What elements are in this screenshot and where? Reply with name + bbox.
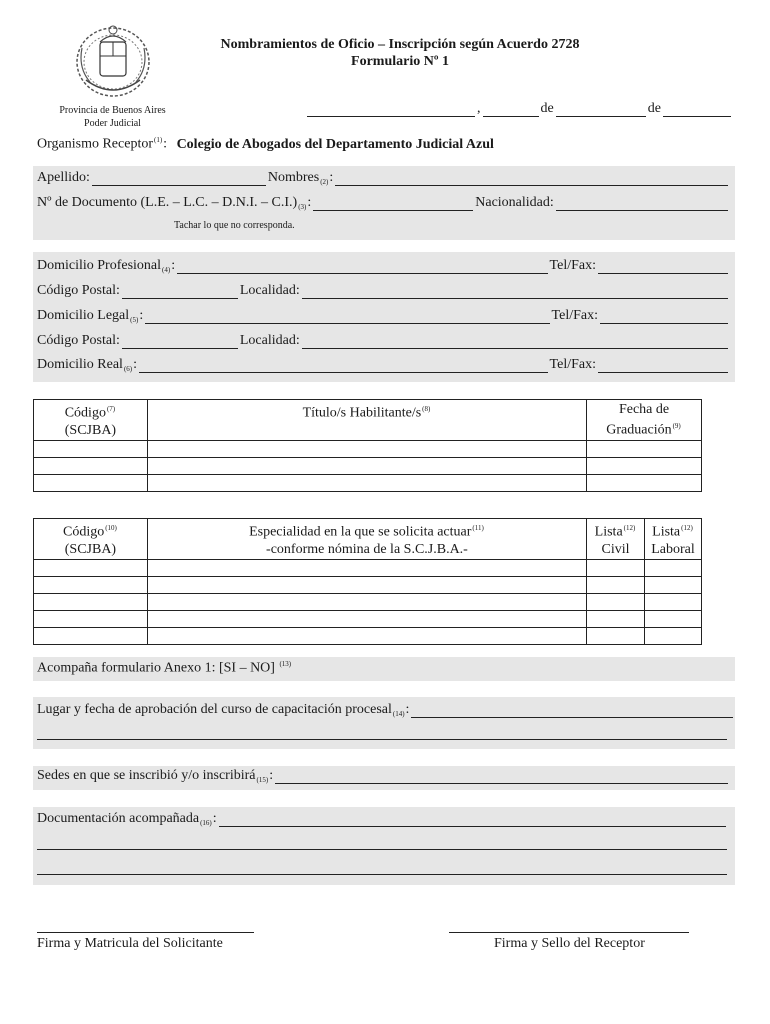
date-day-field[interactable] — [483, 104, 539, 117]
domicilio-real-row: Domicilio Real $_{(6)}$ : Tel/Fax: — [37, 357, 730, 373]
date-month-field[interactable] — [556, 104, 646, 117]
localidad-field-2[interactable] — [302, 336, 728, 349]
apellido-field[interactable] — [92, 173, 266, 186]
telfax-real-field[interactable] — [598, 360, 728, 373]
tachar-note: Tachar lo que no corresponda. — [174, 220, 295, 231]
table-row — [34, 627, 702, 644]
firma-receptor-label: Firma y Sello del Receptor — [494, 936, 645, 951]
province-label: Provincia de Buenos Aires — [59, 105, 166, 116]
firma-receptor-line[interactable] — [449, 932, 689, 933]
receptor-row: Organismo Receptor$^{(1)}$: Colegio de Abogados del Departamento Judicial Azul — [37, 136, 494, 152]
codigo-header-2: Código$^{(10)}$ (SCJBA) — [34, 519, 148, 560]
apellido-row: Apellido: Nombres $_{(2)}$ : — [37, 170, 730, 186]
domicilio-legal-row: Domicilio Legal $_{(5)}$ : Tel/Fax: — [37, 308, 730, 324]
localidad-field-1[interactable] — [302, 286, 728, 299]
graduacion-header: Fecha de Graduación$^{(9)}$ — [587, 400, 702, 441]
curso-row: Lugar y fecha de aprobación del curso de capacitación procesal $_{(14)}$ : — [37, 702, 735, 718]
telfax-profesional-field[interactable] — [598, 261, 728, 274]
lista-laboral-header: Lista$^{(12)}$ Laboral — [645, 519, 702, 560]
sedes-field[interactable] — [275, 771, 728, 784]
firma-solicitante-line[interactable] — [37, 932, 254, 933]
documentacion-field-line-2[interactable] — [37, 849, 727, 850]
provincial-seal-icon — [70, 18, 156, 100]
curso-field[interactable] — [411, 705, 733, 718]
firma-solicitante-label: Firma y Matricula del Solicitante — [37, 936, 223, 951]
cp-field-1[interactable] — [122, 286, 238, 299]
telfax-legal-field[interactable] — [600, 311, 728, 324]
table-row — [34, 576, 702, 593]
domicilio-profesional-field[interactable] — [177, 261, 547, 274]
documentacion-row: Documentación acompañada $_{(16)}$ : — [37, 811, 728, 827]
sedes-row: Sedes en que se inscribió y/o inscribirá $_{(15)}$ : — [37, 768, 730, 784]
table-row — [34, 474, 702, 491]
cp-row-1: Código Postal: Localidad: — [37, 283, 730, 299]
table-row — [34, 440, 702, 457]
especialidad-header-row — [34, 519, 702, 560]
form-number: Formulario Nº 1 — [351, 54, 449, 69]
documentacion-field-line-3[interactable] — [37, 874, 727, 875]
documento-row: Nº de Documento (L.E. – L.C. – D.N.I. – C.I.) $_{(3)}$ : Nacionalidad: — [37, 195, 730, 211]
lista-civil-header: Lista$^{(12)}$ Civil — [587, 519, 645, 560]
judicial-label: Poder Judicial — [84, 118, 141, 129]
form-title: Nombramientos de Oficio – Inscripción según Acuerdo 2728 — [220, 37, 580, 52]
receptor-value: Colegio de Abogados del Departamento Judicial Azul — [176, 136, 494, 152]
titulo-header: Título/s Habilitante/$s^{(8)}$ — [147, 400, 586, 441]
domicilio-profesional-row: Domicilio Profesional $_{(4)}$ : Tel/Fax: — [37, 258, 730, 274]
table-row — [34, 593, 702, 610]
codigo-header: Código$^{(7)}$ (SCJBA) — [34, 400, 148, 441]
cp-row-2: Código Postal: Localidad: — [37, 333, 730, 349]
documento-field[interactable] — [313, 198, 473, 211]
especialidad-header: Especialidad en la que se solicita actuar$^{(11)}$ -conforme nómina de la S.C.J.B.A.- — [147, 519, 586, 560]
cp-field-2[interactable] — [122, 336, 238, 349]
table-row — [34, 457, 702, 474]
date-place-field[interactable] — [307, 104, 475, 117]
nombres-field[interactable] — [335, 173, 728, 186]
table-row — [34, 610, 702, 627]
date-line: , de de — [305, 101, 733, 117]
domicilio-real-field[interactable] — [139, 360, 548, 373]
date-year-field[interactable] — [663, 104, 731, 117]
curso-field-line-2[interactable] — [37, 739, 727, 740]
table-row — [34, 559, 702, 576]
titulos-table — [33, 399, 702, 492]
domicilio-legal-field[interactable] — [145, 311, 549, 324]
titulos-header-row — [34, 400, 702, 441]
anexo-label: Acompaña formulario Anexo 1: [SI – NO] $^{(13)}$ — [37, 660, 292, 676]
documentacion-field[interactable] — [219, 814, 726, 827]
especialidad-table — [33, 518, 702, 645]
nacionalidad-field[interactable] — [556, 198, 728, 211]
